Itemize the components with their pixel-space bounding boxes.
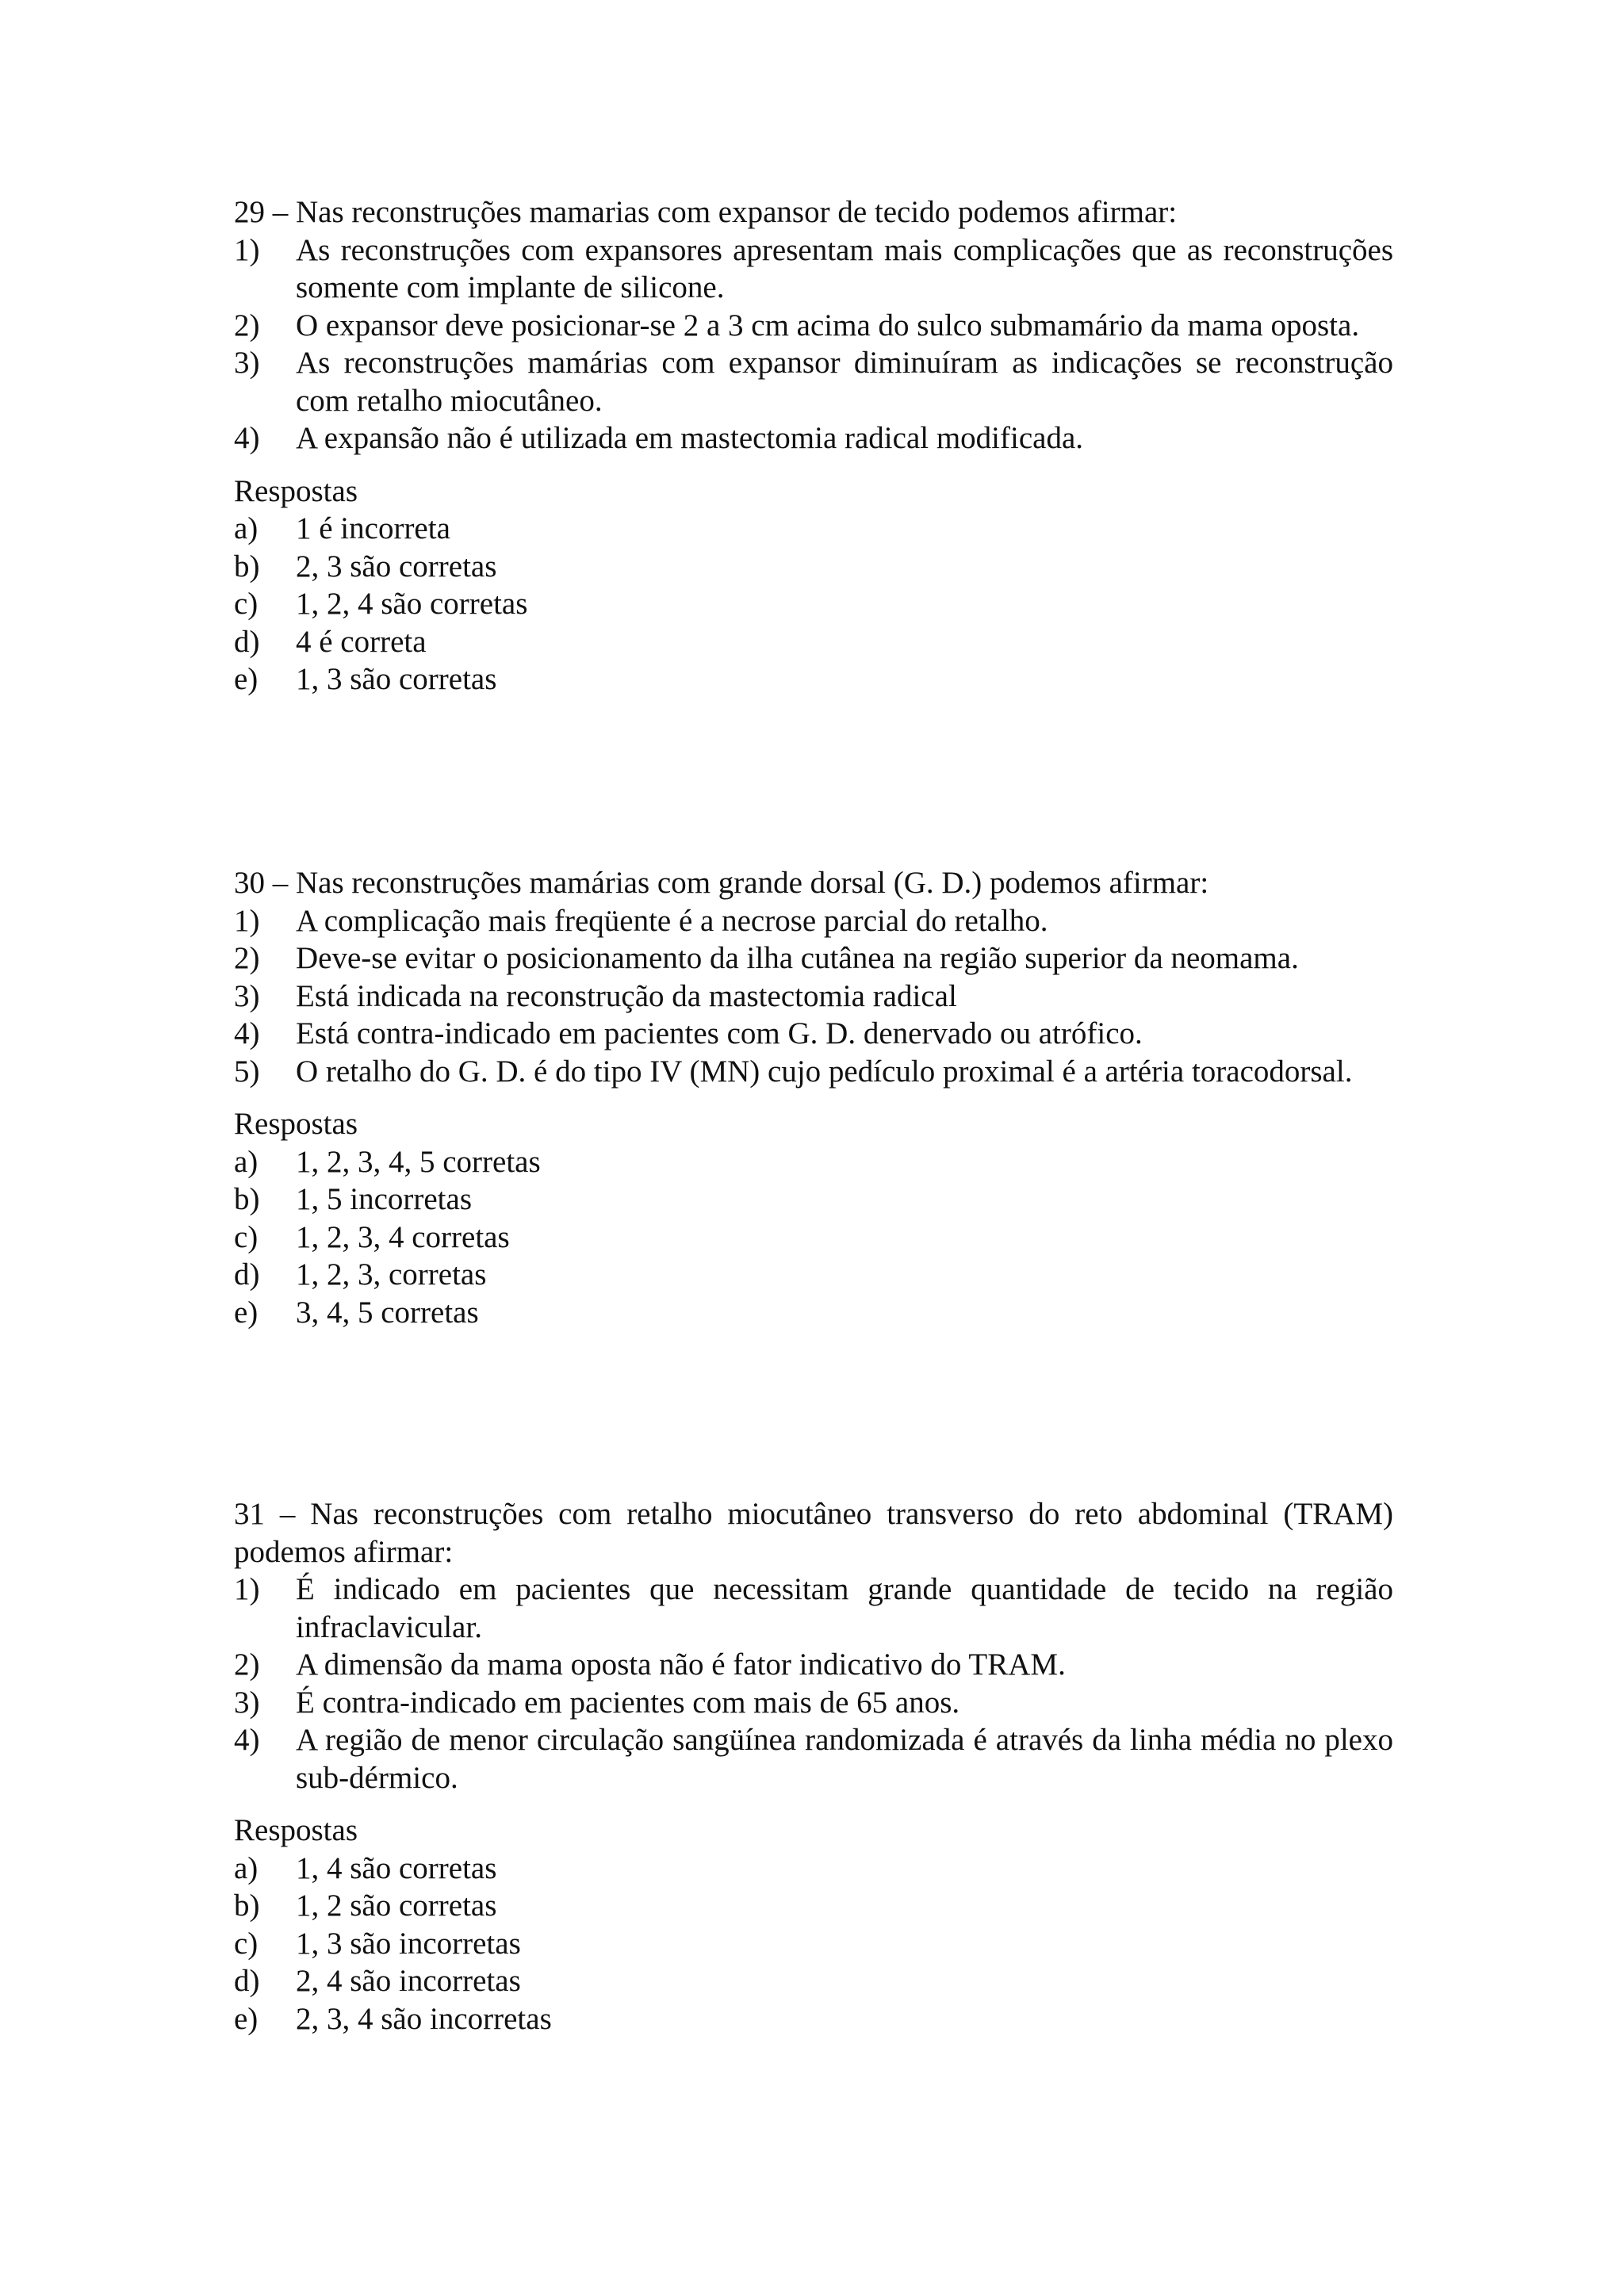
statement-item	[234, 902, 1393, 940]
statement-text: A dimensão da mama oposta não é fator indicativo do TRAM.	[296, 1647, 1066, 1682]
answer-text: 2, 4 são incorretas	[296, 1964, 521, 1998]
answer-list	[234, 1850, 1393, 2038]
answers-heading: Respostas	[234, 1107, 358, 1141]
statement-item	[234, 978, 1393, 1016]
statement-text: É contra-indicado em pacientes com mais de 65 anos.	[296, 1685, 960, 1720]
statement-item	[234, 307, 1393, 345]
answer-option	[234, 585, 1393, 623]
statement-item	[234, 939, 1393, 978]
statement-item	[234, 419, 1393, 457]
answer-letter: b)	[234, 1182, 260, 1216]
answer-text: 4 é correta	[296, 624, 427, 659]
answer-option	[234, 548, 1393, 586]
statement-number: 4)	[234, 1723, 260, 1757]
question-stem: 29 – Nas reconstruções mamarias com expansor de tecido podemos afirmar:	[234, 195, 1178, 229]
statement-number: 1)	[234, 1572, 260, 1606]
statement-number: 5)	[234, 1054, 260, 1089]
statement-list	[234, 232, 1393, 457]
question-29	[234, 193, 1393, 698]
answer-option	[234, 660, 1393, 698]
statement-list	[234, 1571, 1393, 1797]
statement-item	[234, 1684, 1393, 1722]
answers-heading: Respostas	[234, 1813, 358, 1847]
statement-text: A complicação mais freqüente é a necrose parcial do retalho.	[296, 903, 1048, 938]
answer-text: 1, 3 são incorretas	[296, 1926, 521, 1961]
statement-text: O expansor deve posicionar-se 2 a 3 cm acima do sulco submamário da mama oposta.	[296, 308, 1360, 342]
answer-option	[234, 1294, 1393, 1332]
statement-text: O retalho do G. D. é do tipo IV (MN) cujo pedículo proximal é a artéria toracodorsal.	[296, 1054, 1353, 1089]
answer-letter: a)	[234, 1144, 259, 1179]
answer-option	[234, 1219, 1393, 1257]
statement-text: As reconstruções com expansores apresentam mais complicações que as reconstruções somente com implante de silicone.	[296, 232, 1393, 304]
answer-text: 2, 3, 4 são incorretas	[296, 2001, 552, 2036]
answer-text: 1, 2, 3, 4 corretas	[296, 1219, 510, 1254]
answer-text: 1, 2 são corretas	[296, 1888, 497, 1923]
answer-option	[234, 1925, 1393, 1963]
answer-text: 1, 4 são corretas	[296, 1850, 497, 1885]
statement-number: 3)	[234, 1685, 260, 1720]
answer-letter: e)	[234, 2001, 259, 2036]
answer-text: 1, 2, 4 são corretas	[296, 587, 528, 621]
statement-number: 4)	[234, 421, 260, 455]
answers-heading: Respostas	[234, 473, 358, 508]
answer-option	[234, 1143, 1393, 1181]
answer-letter: a)	[234, 1850, 259, 1885]
answer-option	[234, 623, 1393, 661]
answer-letter: d)	[234, 1257, 260, 1292]
answer-letter: d)	[234, 624, 260, 659]
answer-text: 1, 2, 3, 4, 5 corretas	[296, 1144, 541, 1179]
answer-letter: c)	[234, 1219, 259, 1254]
statement-item	[234, 344, 1393, 419]
answer-text: 1, 3 são corretas	[296, 662, 497, 696]
answer-letter: e)	[234, 662, 259, 696]
statement-number: 4)	[234, 1016, 260, 1050]
statement-number: 3)	[234, 978, 260, 1013]
answer-text: 1, 2, 3, corretas	[296, 1257, 487, 1292]
question-stem: 31 – Nas reconstruções com retalho miocutâneo transverso do reto abdominal (TRAM) podemos afirmar:	[234, 1497, 1393, 1569]
answer-text: 1 é incorreta	[296, 511, 450, 545]
answer-option	[234, 1256, 1393, 1294]
question-stem: 30 – Nas reconstruções mamárias com grande dorsal (G. D.) podemos afirmar:	[234, 866, 1209, 900]
statement-number: 2)	[234, 941, 260, 975]
answer-option	[234, 510, 1393, 548]
statement-text: A expansão não é utilizada em mastectomia radical modificada.	[296, 421, 1084, 455]
statement-number: 1)	[234, 232, 260, 267]
answer-list	[234, 510, 1393, 698]
question-31	[234, 1495, 1393, 2038]
statement-text: As reconstruções mamárias com expansor diminuíram as indicações se reconstrução com retalho miocutâneo.	[296, 346, 1393, 418]
statement-item	[234, 1053, 1393, 1091]
answer-letter: a)	[234, 511, 259, 545]
answer-letter: d)	[234, 1964, 260, 1998]
answer-text: 2, 3 são corretas	[296, 549, 497, 584]
answer-text: 3, 4, 5 corretas	[296, 1295, 479, 1330]
statement-list	[234, 902, 1393, 1091]
statement-number: 3)	[234, 346, 260, 380]
answer-text: 1, 5 incorretas	[296, 1182, 473, 1216]
answer-option	[234, 1887, 1393, 1925]
statement-number: 2)	[234, 308, 260, 342]
statement-item	[234, 1571, 1393, 1646]
answer-option	[234, 2000, 1393, 2038]
statement-text: Deve-se evitar o posicionamento da ilha cutânea na região superior da neomama.	[296, 941, 1299, 975]
statement-number: 2)	[234, 1647, 260, 1682]
statement-text: Está indicada na reconstrução da mastectomia radical	[296, 978, 957, 1013]
answer-letter: b)	[234, 1888, 260, 1923]
statement-item	[234, 232, 1393, 307]
answer-letter: b)	[234, 549, 260, 584]
statement-text: Está contra-indicado em pacientes com G. D. denervado ou atrófico.	[296, 1016, 1143, 1050]
statement-text: É indicado em pacientes que necessitam grande quantidade de tecido na região infraclavicular.	[296, 1572, 1393, 1644]
statement-item	[234, 1646, 1393, 1684]
answer-option	[234, 1850, 1393, 1888]
question-30	[234, 864, 1393, 1331]
statement-item	[234, 1721, 1393, 1797]
answer-option	[234, 1962, 1393, 2000]
statement-item	[234, 1015, 1393, 1053]
answer-option	[234, 1181, 1393, 1219]
answer-list	[234, 1143, 1393, 1332]
answer-letter: e)	[234, 1295, 259, 1330]
answer-letter: c)	[234, 587, 259, 621]
statement-text: A região de menor circulação sangüínea randomizada é através da linha média no plexo sub-dérmico.	[296, 1723, 1393, 1795]
answer-letter: c)	[234, 1926, 259, 1961]
statement-number: 1)	[234, 903, 260, 938]
